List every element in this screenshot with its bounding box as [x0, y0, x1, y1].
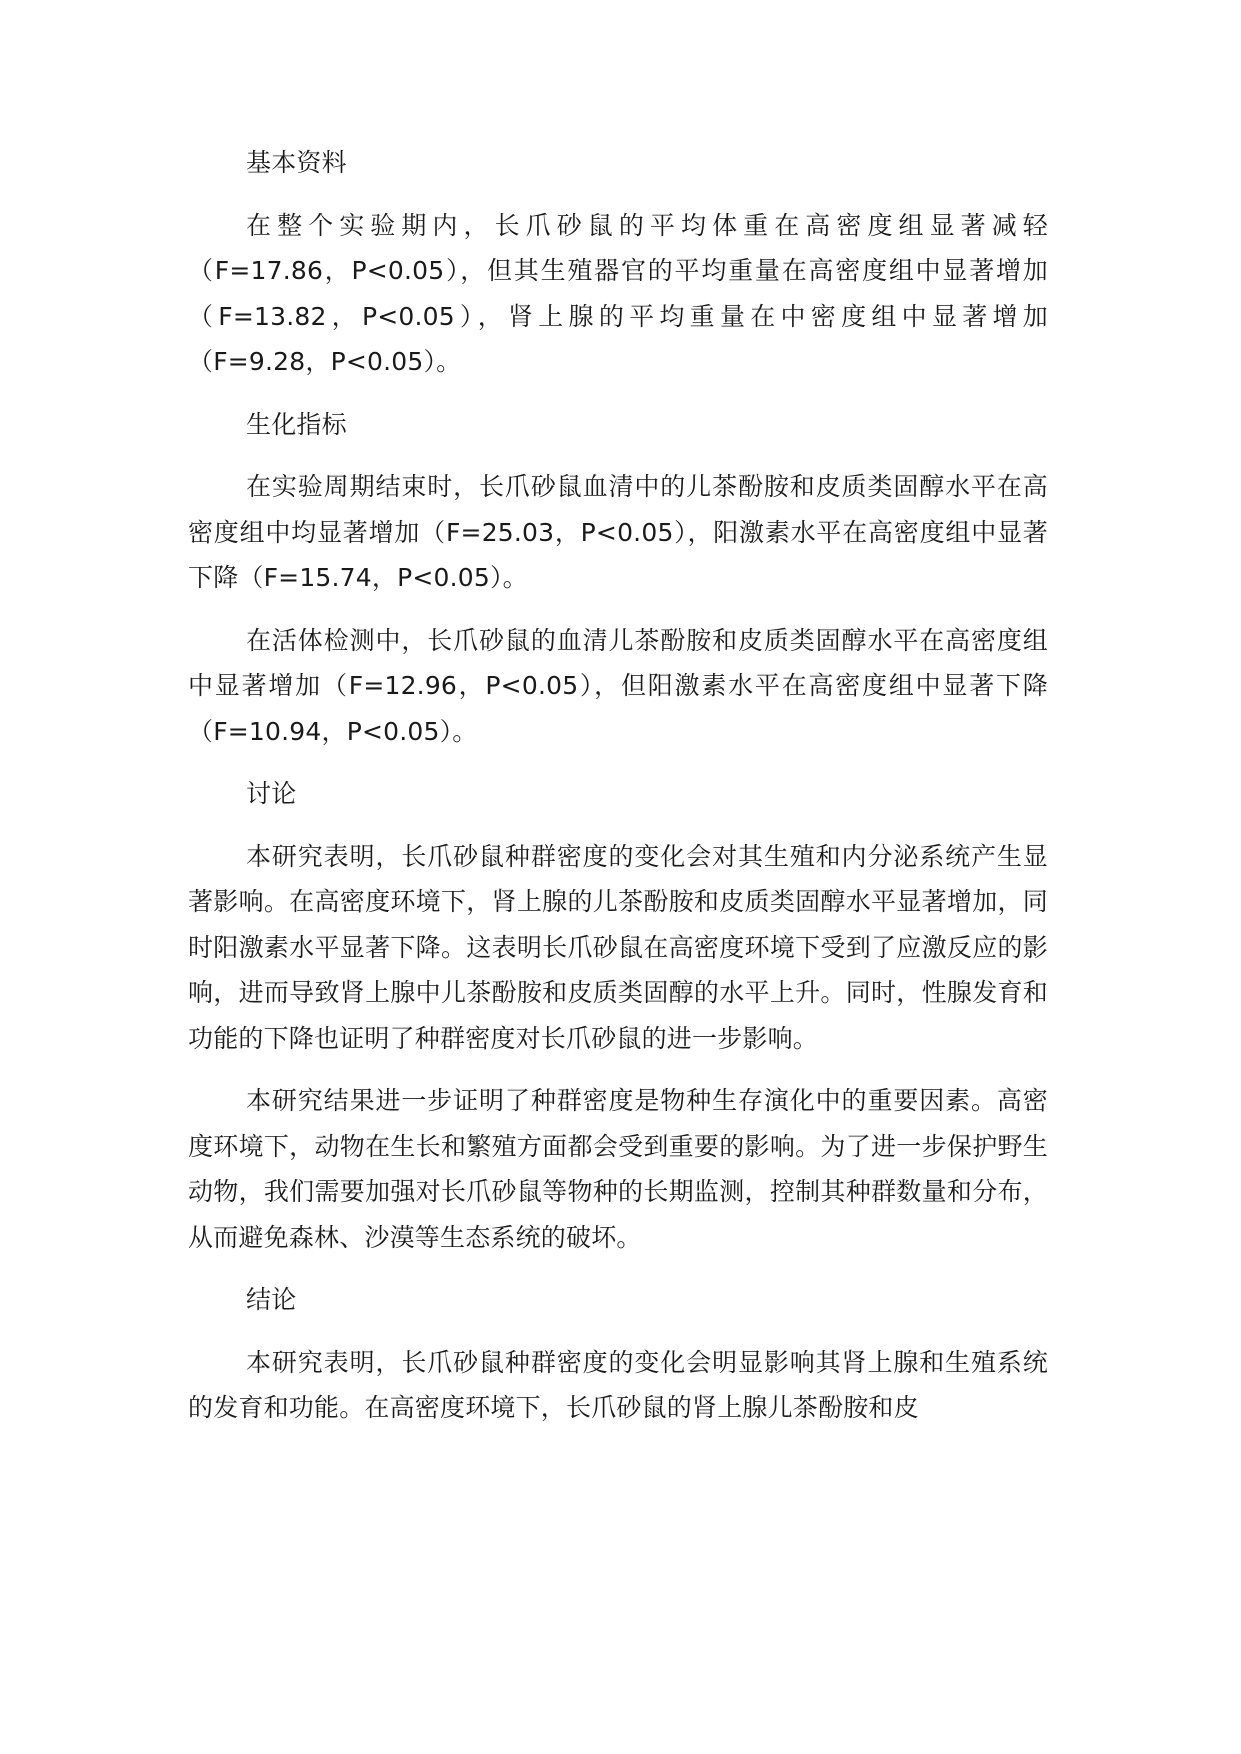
paragraph-in-vivo-detection: 在活体检测中，长爪砂鼠的血清儿茶酚胺和皮质类固醇水平在高密度组中显著增加（F=12.96，P<0.05），但阳激素水平在高密度组中显著下降（F=10.94，P<0.05）。: [188, 625, 1048, 746]
document-page: [188, 140, 1048, 1448]
section-heading-discussion: 讨论: [246, 779, 297, 808]
section-heading-biochemical-indicators: 生化指标: [246, 409, 347, 439]
paragraph-body-weight-results: 在整个实验期内，长爪砂鼠的平均体重在高密度组显著减轻（F=17.86，P<0.05），但其生殖器官的平均重量在高密度组中显著增加（F=13.82，P<0.05），肾上腺的平均重量在中密度组中显著增加（F=9.28，P<0.05）。: [188, 210, 1048, 376]
paragraph-discussion-2: 本研究结果进一步证明了种群密度是物种生存演化中的重要因素。高密度环境下，动物在生长和繁殖方面都会受到重要的影响。为了进一步保护野生动物，我们需要加强对长爪砂鼠等物种的长期监测，控制其种群数量和分布，从而避免森林、沙漠等生态系统的破坏。: [188, 1086, 1048, 1252]
section-heading-conclusion: 结论: [246, 1285, 297, 1314]
paragraph-conclusion: 本研究表明，长爪砂鼠种群密度的变化会明显影响其肾上腺和生殖系统的发育和功能。在高密度环境下，长爪砂鼠的肾上腺儿茶酚胺和皮: [188, 1347, 1048, 1422]
paragraph-serum-end-of-experiment: 在实验周期结束时，长爪砂鼠血清中的儿茶酚胺和皮质类固醇水平在高密度组中均显著增加（F=25.03，P<0.05），阳激素水平在高密度组中显著下降（F=15.74，P<0.05）。: [188, 472, 1048, 592]
section-heading-basic-data: 基本资料: [246, 148, 347, 177]
paragraph-discussion-1: 本研究表明，长爪砂鼠种群密度的变化会对其生殖和内分泌系统产生显著影响。在高密度环境下，肾上腺的儿茶酚胺和皮质类固醇水平显著增加，同时阳激素水平显著下降。这表明长爪砂鼠在高密度环境下受到了应激反应的影响，进而导致肾上腺中儿茶酚胺和皮质类固醇的水平上升。同时，性腺发育和功能的下降也证明了种群密度对长爪砂鼠的进一步影响。: [188, 841, 1048, 1053]
